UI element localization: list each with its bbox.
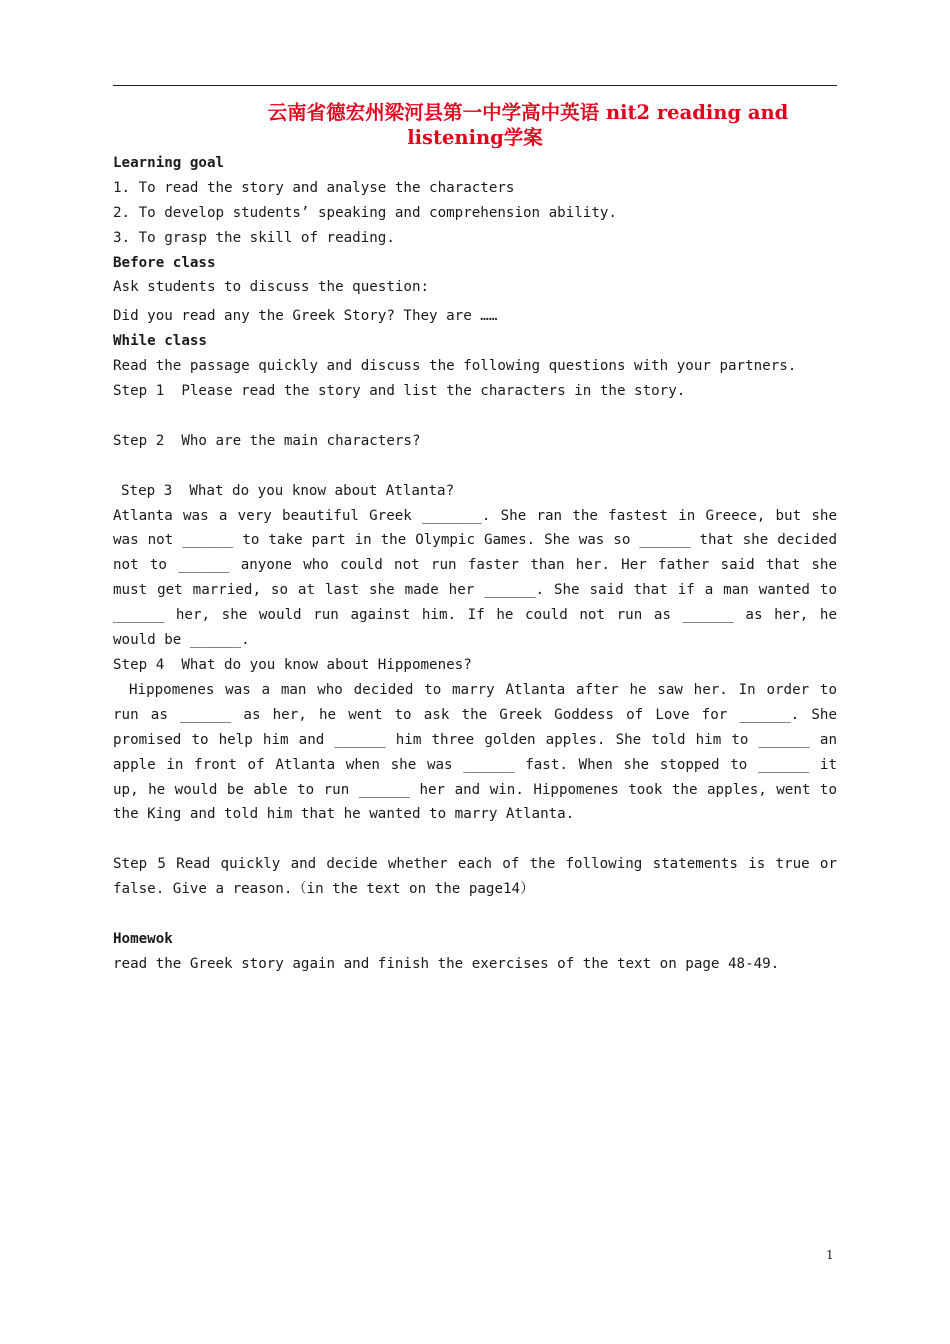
- title-line-1: 云南省德宏州梁河县第一中学高中英语 nit2 reading and: [267, 101, 789, 124]
- while-class-intro: Read the passage quickly and discuss the following questions with your partners.: [113, 358, 797, 375]
- learning-goal-heading: Learning goal: [113, 155, 225, 171]
- step-1: Step 1 Please read the story and list the characters in the story.: [113, 383, 686, 400]
- homework-text: read the Greek story again and finish the exercises of the text on page 48-49.: [113, 955, 780, 972]
- learning-goal-item: 2. To develop students’ speaking and comprehension ability.: [113, 204, 617, 221]
- step-2: Step 2 Who are the main characters?: [113, 432, 421, 449]
- title-line-2: listening学案: [407, 126, 543, 149]
- learning-goal-item: 1. To read the story and analyse the characters: [113, 179, 515, 196]
- step-5: Step 5 Read quickly and decide whether each of the following statements is true or false. Give a reason.（in the text on the page14）: [113, 856, 837, 898]
- page-number: 1: [826, 1248, 834, 1262]
- page-title: [113, 100, 837, 150]
- step-4: Step 4 What do you know about Hippomenes?: [113, 657, 472, 674]
- while-class-heading: While class: [113, 333, 207, 350]
- learning-goal-item: 3. To grasp the skill of reading.: [113, 229, 395, 246]
- before-class-instruction: Ask students to discuss the question:: [113, 279, 430, 296]
- before-class-question: Did you read any the Greek Story? They are ……: [113, 308, 498, 325]
- hippomenes-paragraph: Hippomenes was a man who decided to marry Atlanta after he saw her. In order to run as ______ as her, he went to ask the Greek Goddess of Love for ______. She promised to help him and ______ him three golden apples. She told him to ______ an apple in front of Atlanta when she was ______ fast. When she stopped to ______ it up, he would be able to run ______ her and win. Hippomenes took the apples, went to the King and told him that he wanted to marry Atlanta.: [113, 681, 837, 823]
- before-class-heading: Before class: [113, 254, 216, 271]
- homework-heading: Homewok: [113, 930, 173, 947]
- header-rule: [113, 85, 837, 86]
- atlanta-paragraph: Atlanta was a very beautiful Greek _______. She ran the fastest in Greece, but she was not ______ to take part in the Olympic Games. She was so ______ that she decided not to ______ anyone who could not run faster than her. Her father said that she must get married, so at last she made her ______. She said that if a man wanted to ______ her, she would run against him. If he could not run as ______ as her, he would be ______.: [113, 507, 837, 649]
- step-3: Step 3 What do you know about Atlanta?: [121, 482, 455, 499]
- document-body: [113, 151, 837, 977]
